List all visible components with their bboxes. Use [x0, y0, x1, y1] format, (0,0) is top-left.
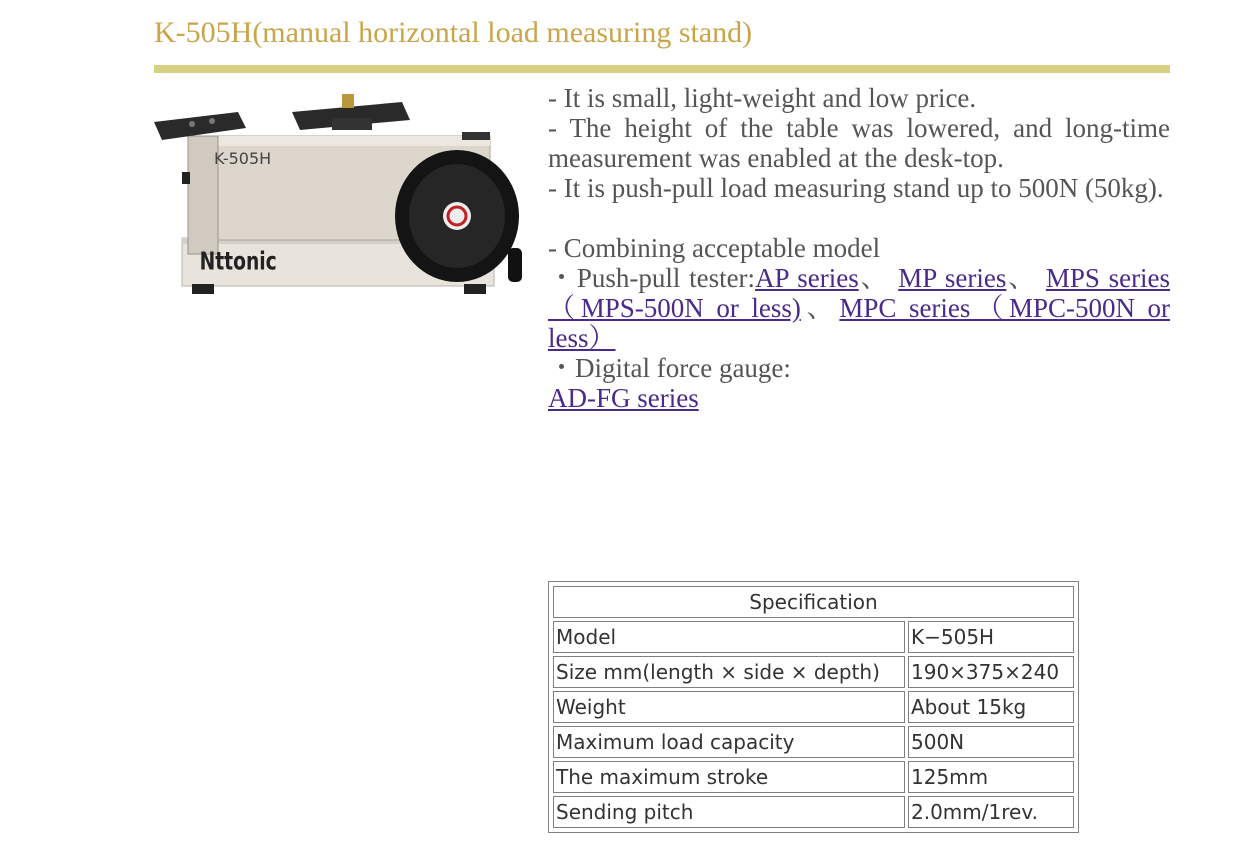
- product-description: [548, 83, 1170, 413]
- spec-value: About 15kg: [908, 691, 1074, 723]
- digital-gauge-label: ・Digital force gauge:: [548, 353, 791, 383]
- description-line: - The height of the table was lowered, and long-time measurement was enabled at the desk-top.: [548, 113, 1170, 173]
- spec-label: Weight: [553, 691, 905, 723]
- product-image-k505h: [152, 88, 532, 308]
- description-line: - It is push-pull load measuring stand up to 500N (50kg).: [548, 173, 1164, 203]
- separator: 、: [858, 263, 890, 293]
- mp-series-link[interactable]: MP series: [898, 263, 1007, 293]
- spec-label: Model: [553, 621, 905, 653]
- push-pull-models: [548, 263, 1170, 353]
- spec-value: 500N: [908, 726, 1074, 758]
- spec-value: 190×375×240: [908, 656, 1074, 688]
- combining-heading: - Combining acceptable model: [548, 233, 881, 263]
- ad-fg-series-link[interactable]: AD-FG series: [548, 383, 699, 413]
- page-title: K-505H(manual horizontal load measuring stand): [154, 16, 753, 49]
- table-row: [553, 691, 1074, 723]
- specification-table: [548, 581, 1079, 833]
- title-divider: [154, 65, 1170, 73]
- label-plate-text: K-505H: [214, 149, 272, 168]
- brand-logo-text: Nttonic: [199, 246, 277, 277]
- mps-series-link[interactable]: MPS series（MPS-500N or less): [548, 263, 1171, 323]
- table-row: [553, 621, 1074, 653]
- spec-label: Size mm(length × side × depth): [553, 656, 905, 688]
- table-row: [553, 761, 1074, 793]
- push-pull-label: ・Push-pull tester:: [548, 263, 756, 293]
- spec-value: 2.0mm/1rev.: [908, 796, 1074, 828]
- spec-value: 125mm: [908, 761, 1074, 793]
- spec-value: K−505H: [908, 621, 1074, 653]
- separator: 、: [1006, 263, 1038, 293]
- spacer: [548, 203, 1170, 233]
- table-row: [553, 656, 1074, 688]
- mpc-series-link[interactable]: MPC series（MPC-500N or less）: [548, 293, 1171, 353]
- separator: 、: [800, 293, 840, 323]
- digital-gauge-models: [548, 383, 1170, 413]
- description-line: - It is small, light-weight and low price.: [548, 83, 977, 113]
- spec-label: The maximum stroke: [553, 761, 905, 793]
- spec-label: Sending pitch: [553, 796, 905, 828]
- spec-header: Specification: [553, 586, 1074, 618]
- table-row: [553, 726, 1074, 758]
- spec-label: Maximum load capacity: [553, 726, 905, 758]
- ap-series-link[interactable]: AP series: [755, 263, 859, 293]
- table-row: [553, 796, 1074, 828]
